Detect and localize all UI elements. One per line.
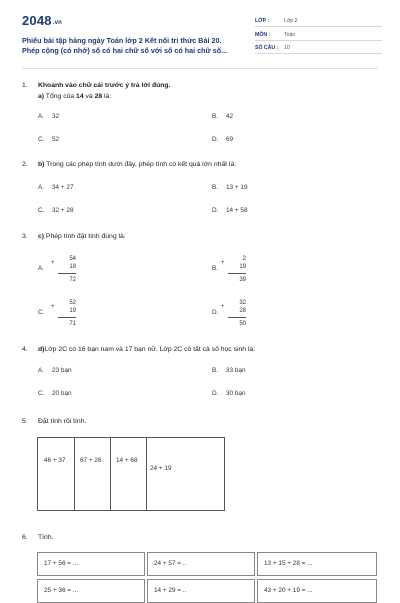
- expression-text: 43 + 20 + 19 = ...: [264, 587, 313, 594]
- sum-result: 50: [228, 317, 246, 328]
- meta-label: LỚP :: [255, 18, 270, 24]
- answer-option-c[interactable]: [38, 390, 72, 397]
- prompt-prefix: c): [38, 233, 45, 240]
- meta-value: Toán: [284, 32, 296, 38]
- prompt-number: 14: [76, 93, 84, 100]
- answer-option-b[interactable]: [212, 184, 248, 191]
- answer-option-d[interactable]: [212, 309, 226, 316]
- column-addition: [51, 299, 76, 328]
- option-text: 13 + 19: [226, 184, 248, 191]
- sum-result: 72: [58, 273, 76, 284]
- calc-cell[interactable]: [110, 438, 147, 510]
- calc-expression: 14 + 68: [116, 457, 138, 464]
- sum-result: 39: [228, 273, 246, 284]
- option-text: 32 + 28: [52, 207, 74, 214]
- calc-expression: 24 + 19: [150, 465, 172, 472]
- calc-cell[interactable]: [74, 438, 111, 510]
- option-key: A.: [38, 113, 45, 120]
- addend-bottom: 18: [69, 264, 76, 270]
- calculation-box: [37, 437, 225, 511]
- option-key: C.: [38, 309, 45, 316]
- expression-cell[interactable]: [257, 579, 377, 603]
- option-key: A.: [38, 367, 45, 374]
- plus-sign: +: [221, 304, 225, 310]
- meta-class: [255, 16, 382, 27]
- addend-top: 52: [69, 300, 76, 306]
- option-text: 34 + 27: [52, 184, 74, 191]
- option-text: 20 bạn: [52, 390, 72, 397]
- addend-top: 2: [242, 256, 246, 262]
- option-key: A.: [38, 265, 45, 272]
- question-number: 2.: [22, 161, 28, 168]
- prompt-prefix: d): [38, 346, 45, 353]
- answer-option-d[interactable]: [212, 390, 246, 397]
- expression-text: 17 + 56 = ...: [44, 560, 79, 567]
- answer-option-a[interactable]: [38, 265, 52, 272]
- question-1: [22, 82, 170, 89]
- option-key: D.: [212, 390, 219, 397]
- option-key: A.: [38, 184, 45, 191]
- answer-option-a[interactable]: [38, 367, 72, 374]
- option-key: C.: [38, 136, 45, 143]
- logo-suffix: .vn: [52, 20, 63, 26]
- calc-expression: 67 + 26: [80, 457, 102, 464]
- option-text: 33 bạn: [226, 367, 246, 374]
- option-text: 52: [52, 136, 60, 143]
- column-addition: [221, 255, 246, 284]
- question-instruction: Khoanh vào chữ cái trước ý trả lời đúng.: [38, 82, 171, 89]
- worksheet-title-line2: Phép cộng (có nhớ) số có hai chữ số với số có hai chữ số...: [22, 46, 228, 55]
- option-key: B.: [212, 265, 219, 272]
- worksheet-title-line1: Phiếu bài tập hàng ngày Toán lớp 2 Kết nối tri thức Bài 20.: [22, 36, 222, 45]
- option-key: B.: [212, 113, 219, 120]
- answer-option-c[interactable]: [38, 136, 59, 143]
- question-number: 3.: [22, 233, 28, 240]
- logo-main: 2048: [22, 13, 52, 28]
- question-number: 4.: [22, 346, 28, 353]
- option-text: 32: [52, 113, 60, 120]
- expression-cell[interactable]: [257, 552, 377, 576]
- question-number: 5.: [22, 418, 28, 425]
- addend-top: 32: [239, 300, 246, 306]
- calc-expression: 46 + 37: [44, 457, 66, 464]
- plus-sign: +: [51, 260, 55, 266]
- divider: [22, 68, 378, 69]
- question-text: Phép tính đặt tính đúng là:: [44, 233, 126, 240]
- prompt-text: Tổng của: [44, 93, 77, 100]
- option-key: D.: [212, 207, 219, 214]
- answer-option-b[interactable]: [212, 367, 246, 374]
- expression-cell[interactable]: [147, 579, 255, 603]
- option-key: C.: [38, 207, 45, 214]
- addend-bottom: 19: [69, 308, 76, 314]
- calc-cell[interactable]: [38, 438, 75, 510]
- expression-text: 13 + 15 + 28 = ...: [264, 560, 313, 567]
- expression-cell[interactable]: [37, 552, 145, 576]
- prompt-text: là:: [102, 93, 112, 100]
- answer-option-c[interactable]: [38, 207, 74, 214]
- site-logo[interactable]: [22, 13, 62, 28]
- question-number: 6.: [22, 534, 28, 541]
- prompt-prefix: a): [38, 93, 45, 100]
- option-key: B.: [212, 367, 219, 374]
- question-text: Trong các phép tính dưới đây, phép tính có kết quả lớn nhất là:: [44, 161, 237, 168]
- answer-option-b[interactable]: [212, 113, 233, 120]
- answer-option-c[interactable]: [38, 309, 52, 316]
- question-text: Đặt tính rồi tính.: [38, 418, 87, 425]
- column-addition: [221, 299, 246, 328]
- question-3: [22, 233, 126, 240]
- expression-text: 14 + 29 = ..: [154, 587, 187, 594]
- answer-option-a[interactable]: [38, 184, 74, 191]
- expression-cell[interactable]: [37, 579, 145, 603]
- question-2: [22, 161, 236, 168]
- addend-bottom: 28: [239, 308, 246, 314]
- meta-value: 10: [284, 45, 290, 51]
- question-1-prompt: [38, 93, 111, 100]
- answer-option-a[interactable]: [38, 113, 59, 120]
- plus-sign: +: [51, 304, 55, 310]
- question-number: 1.: [22, 82, 28, 89]
- option-text: 69: [226, 136, 234, 143]
- question-5: [22, 418, 86, 425]
- question-4: [22, 346, 255, 353]
- column-addition: [51, 255, 76, 284]
- expression-text: 25 + 36 = ...: [44, 587, 79, 594]
- option-key: C.: [38, 390, 45, 397]
- calc-cell[interactable]: [146, 438, 224, 510]
- option-text: 14 + 58: [226, 207, 248, 214]
- meta-question-count: [255, 43, 382, 54]
- option-key: D.: [212, 136, 219, 143]
- addend-bottom: 19: [239, 264, 246, 270]
- option-key: B.: [212, 184, 219, 191]
- prompt-prefix: b): [38, 161, 45, 168]
- meta-label: MÔN :: [255, 32, 271, 38]
- expression-text: 24 + 57 = ..: [154, 560, 187, 567]
- plus-sign: +: [221, 260, 225, 266]
- prompt-number: 28: [94, 93, 103, 100]
- prompt-text: và: [83, 93, 95, 100]
- question-text: Lớp 2C có 16 bạn nam và 17 bạn nữ. Lớp 2C có tất cả số học sinh là:: [44, 346, 256, 353]
- answer-option-d[interactable]: [212, 136, 233, 143]
- meta-subject: [255, 30, 382, 41]
- sum-result: 71: [58, 317, 76, 328]
- answer-option-b[interactable]: [212, 265, 226, 272]
- option-text: 42: [226, 113, 234, 120]
- question-text: Tính.: [38, 534, 54, 541]
- question-6: [22, 534, 54, 541]
- option-text: 30 bạn: [226, 390, 246, 397]
- answer-option-d[interactable]: [212, 207, 248, 214]
- option-key: D.: [212, 309, 219, 316]
- option-text: 23 bạn: [52, 367, 72, 374]
- expression-cell[interactable]: [147, 552, 255, 576]
- meta-value: Lớp 2: [284, 18, 298, 24]
- addend-top: 54: [69, 256, 76, 262]
- meta-label: SỐ CÂU :: [255, 45, 279, 51]
